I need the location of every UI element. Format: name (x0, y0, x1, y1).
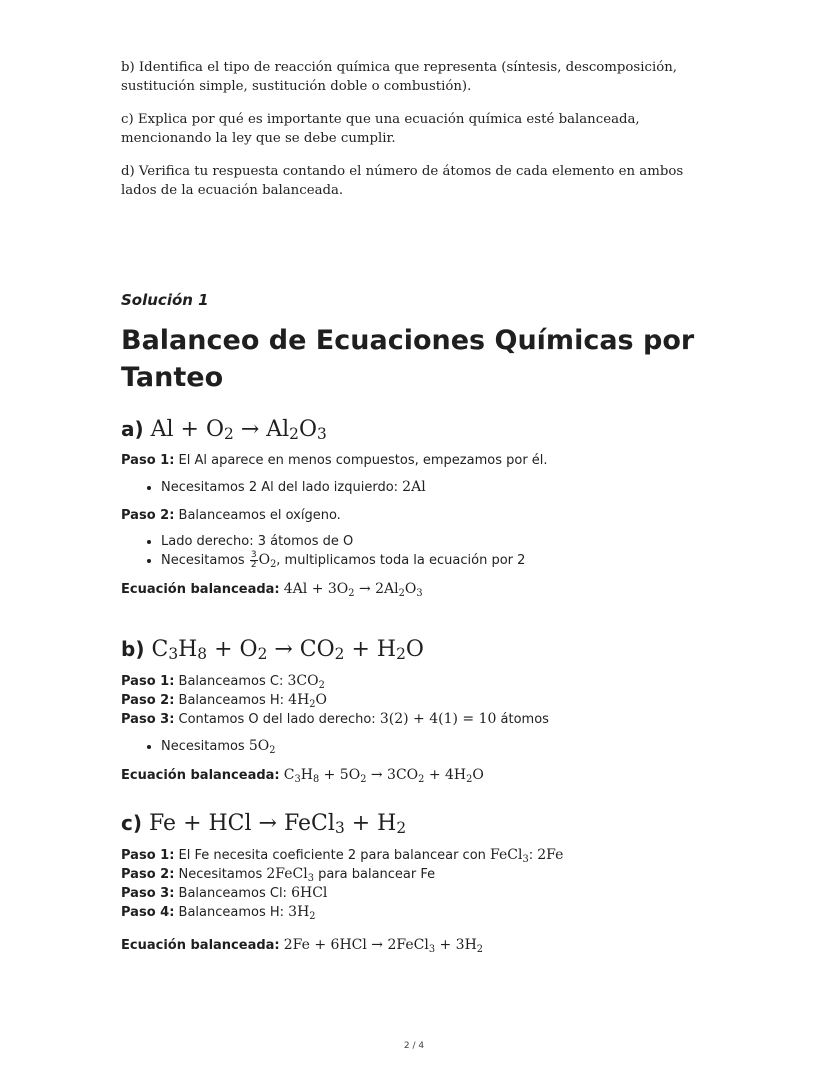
question-c: c) Explica por qué es importante que una ecuación química esté balanceada, mencionando la ley que se debe cumplir. (121, 112, 640, 146)
step-c4: Paso 4: Balanceamos H: $3H_2$ (121, 904, 316, 922)
step-a1-list (121, 478, 721, 497)
page-title: Balanceo de Ecuaciones Químicas por Tanteo (121, 325, 695, 393)
list-item: • Lado derecho: 3 átomos de O (161, 533, 721, 551)
section-c-letter: c) (121, 811, 142, 835)
section-c (121, 808, 721, 955)
section-b-equation: $C_3H_8 + O_2 \to CO_2 + H_2O$ (151, 637, 424, 663)
step-c2: Paso 2: Necesitamos 2FeCl$_3$ para balancear Fe (121, 866, 436, 884)
page-number: 2 / 4 (403, 1041, 425, 1051)
list-item: • Necesitamos $5O_2$ (161, 737, 721, 756)
list-item: • Necesitamos 2 Al del lado izquierdo: 2Al (161, 478, 721, 497)
step-c3: Paso 3: Balanceamos Cl: 6HCl (121, 885, 328, 901)
step-b3: Paso 3: Contamos O del lado derecho: 3(2) + 4(1) = 10 átomos (121, 711, 549, 727)
step-c1: Paso 1: El Fe necesita coeficiente 2 para balancear con FeCl$_3$: 2Fe (121, 847, 564, 865)
step-b3-list (121, 737, 721, 756)
step-b1: Paso 1: Balanceamos C: $3CO_2$ (121, 673, 325, 691)
section-c-equation: Fe + HCl → FeCl$_3$ + $H_2$ (149, 811, 407, 837)
question-b: b) Identifica el tipo de reacción química que representa (síntesis, descomposición, sustitución simple, sustitución doble o combustión). (121, 60, 678, 94)
section-b-letter: b) (121, 637, 145, 661)
solution-label: Solución 1 (121, 291, 209, 309)
balanced-equation-b: Ecuación balanceada: $C_3H_8 + 5O_2 \to 3CO_2 + 4H_2O$ (121, 767, 484, 785)
question-d: d) Verifica tu respuesta contando el número de átomos de cada elemento en ambos lados de la ecuación balanceada. (121, 164, 684, 198)
list-item: • Necesitamos $\frac{3}{2}$ $O_2$, multiplicamos toda la ecuación por 2 (161, 551, 721, 570)
balanced-equation-a: Ecuación balanceada: $4Al + 3O_2 \to 2Al_2O_3$ (121, 581, 423, 599)
intro-questions (121, 58, 721, 214)
section-a-heading (121, 414, 721, 444)
section-a-equation: $Al + O_2 \to Al_2O_3$ (150, 417, 327, 443)
section-a (121, 414, 721, 599)
section-b-heading (121, 634, 721, 664)
section-b (121, 634, 721, 785)
step-a2-list (121, 533, 721, 570)
step-a2: Paso 2: Balanceamos el oxígeno. (121, 508, 341, 523)
section-c-heading (121, 808, 721, 838)
step-b2: Paso 2: Balanceamos H: $4H_2O$ (121, 692, 327, 710)
step-a1: Paso 1: El Al aparece en menos compuestos, empezamos por él. (121, 453, 548, 468)
fraction: $\frac{3}{2}$ (250, 550, 257, 570)
balanced-equation-c: Ecuación balanceada: 2Fe + 6HCl → 2FeCl$_3$ + $3H_2$ (121, 937, 484, 955)
section-a-letter: a) (121, 417, 144, 441)
